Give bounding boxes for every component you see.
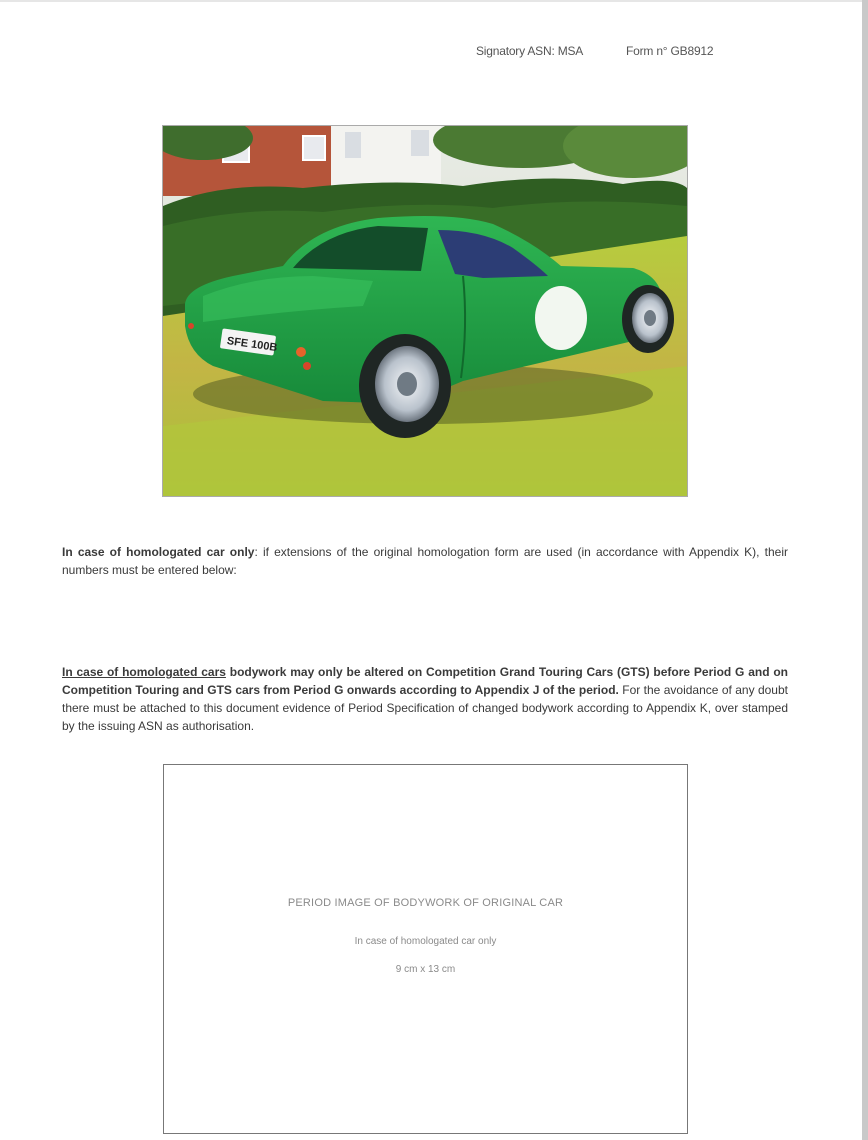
page-top-edge — [0, 0, 868, 2]
extensions-paragraph — [62, 543, 788, 579]
bodywork-paragraph — [62, 663, 788, 735]
placeholder-note: In case of homologated car only — [354, 936, 497, 947]
bodywork-text: For the avoidance of any doubt there must be attached to this document evidence of Period Specification of changed bodywork according to Appendix K, over stamped by the issuing ASN as authorisation. — [62, 683, 788, 733]
period-image-placeholder — [163, 764, 688, 1134]
bodywork-lead: In case of homologated cars — [62, 665, 226, 679]
placeholder-title: PERIOD IMAGE OF BODYWORK OF ORIGINAL CAR — [287, 897, 564, 909]
bodywork-bold: bodywork may only be altered on Competition Grand Touring Cars (GTS) before Period G and on Competition Touring and GTS cars from Period G onwards according to Appendix J of the period. — [62, 665, 788, 697]
extensions-text: : if extensions of the original homologation form are used (in accordance with Appendix K), their numbers must be entered below: — [62, 545, 789, 577]
license-plate-text: SFE 100B — [226, 335, 279, 355]
car-photo — [162, 125, 688, 497]
placeholder-size: 9 cm x 13 cm — [395, 964, 456, 975]
form-number: Form n° GB8912 — [626, 44, 714, 58]
signatory-asn: Signatory ASN: MSA — [476, 44, 584, 58]
page-right-edge — [862, 0, 868, 1140]
extensions-lead: In case of homologated car only — [62, 545, 255, 559]
